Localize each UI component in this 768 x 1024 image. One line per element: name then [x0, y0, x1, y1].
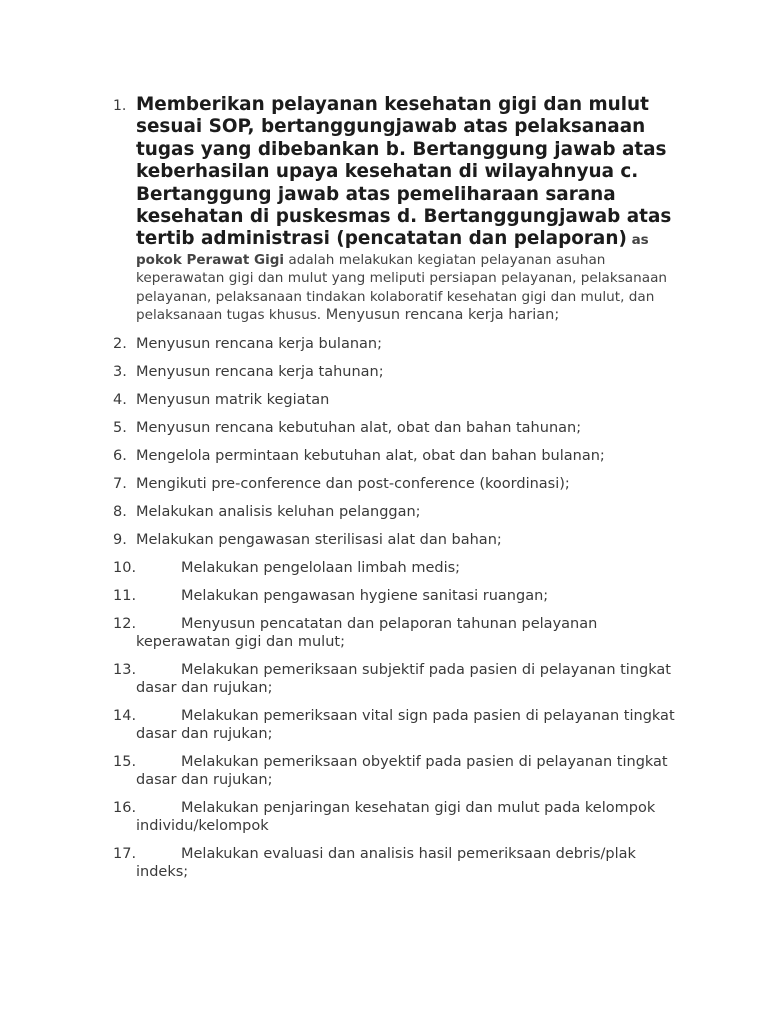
list-item: [0, 615, 768, 651]
list-number: 17.: [113, 845, 137, 862]
item-heading: Memberikan pelayanan kesehatan gigi dan mulut sesuai SOP, bertanggungjawab atas pelaksanaan tugas yang dibebankan b. Bertanggung jawab atas keberhasilan upaya kesehatan di wilayahnyua c. Bertanggung jawab atas pemeliharaan sarana kesehatan di puskesmas d. Bertanggungjawab atas tertib administrasi (pencatatan dan pelaporan): [136, 94, 672, 250]
list-number: 5.: [113, 419, 127, 436]
list-item-text: Melakukan pemeriksaan subjektif pada pasien di pelayanan tingkat dasar dan rujukan;: [136, 661, 671, 696]
list-item-text: Menyusun rencana kebutuhan alat, obat dan bahan tahunan;: [136, 419, 582, 436]
list-item: [0, 661, 768, 697]
list-item-text: Menyusun pencatatan dan pelaporan tahunan pelayanan keperawatan gigi dan mulut;: [136, 615, 598, 650]
list-item-text: Melakukan penjaringan kesehatan gigi dan mulut pada kelompok individu/kelompok: [136, 799, 656, 834]
list-item: [0, 363, 768, 381]
list-item: [0, 587, 768, 605]
list-item-text: Melakukan pengawasan sterilisasi alat dan bahan;: [136, 531, 502, 548]
list-item-text: Menyusun rencana kerja bulanan;: [136, 335, 382, 352]
list-item: [0, 391, 768, 409]
list-item: [0, 531, 768, 549]
item-subheading: as pokok Perawat Gigi: [136, 232, 649, 268]
numbered-list: [0, 94, 768, 891]
list-item-text: Menyusun matrik kegiatan: [136, 391, 330, 408]
list-item-text: Melakukan pemeriksaan vital sign pada pasien di pelayanan tingkat dasar dan rujukan;: [136, 707, 675, 742]
list-number: 2.: [113, 335, 127, 352]
list-number: 4.: [113, 391, 127, 408]
item-tail-text: Menyusun rencana kerja harian;: [321, 307, 560, 324]
list-number: 9.: [113, 531, 127, 548]
list-item: [0, 845, 768, 881]
list-number: 10.: [113, 559, 137, 576]
list-item: [0, 503, 768, 521]
list-item: [0, 419, 768, 437]
list-item: [0, 447, 768, 465]
list-item: [0, 335, 768, 353]
list-item: [0, 475, 768, 493]
list-number: 8.: [113, 503, 127, 520]
item-description: adalah melakukan kegiatan pelayanan asuhan keperawatan gigi dan mulut yang meliputi persiapan pelayanan, pelaksanaan pelayanan, pelaksanaan tindakan kolaboratif kesehatan gigi dan mulut, dan pelaksanaan tugas khusus.: [136, 251, 668, 324]
list-item: [0, 799, 768, 835]
list-item: [0, 753, 768, 789]
list-item-text: Melakukan evaluasi dan analisis hasil pemeriksaan debris/plak indeks;: [136, 845, 636, 880]
list-number: 6.: [113, 447, 127, 464]
list-number: 11.: [113, 587, 137, 604]
list-item: [0, 94, 768, 325]
list-number: 16.: [113, 799, 137, 816]
list-item-text: [136, 94, 682, 325]
list-number: 1.: [113, 98, 127, 114]
list-item: [0, 707, 768, 743]
list-item-text: Melakukan pengawasan hygiene sanitasi ruangan;: [181, 587, 549, 604]
list-number: 3.: [113, 363, 127, 380]
list-number: 12.: [113, 615, 137, 632]
list-item-text: Mengikuti pre-conference dan post-conference (koordinasi);: [136, 475, 570, 492]
list-number: 13.: [113, 661, 137, 678]
list-number: 14.: [113, 707, 137, 724]
list-item-text: Menyusun rencana kerja tahunan;: [136, 363, 384, 380]
list-item-text: Melakukan analisis keluhan pelanggan;: [136, 503, 421, 520]
list-item-text: Melakukan pemeriksaan obyektif pada pasien di pelayanan tingkat dasar dan rujukan;: [136, 753, 668, 788]
list-item: [0, 559, 768, 577]
list-number: 15.: [113, 753, 137, 770]
list-number: 7.: [113, 475, 127, 492]
list-item-text: Melakukan pengelolaan limbah medis;: [181, 559, 461, 576]
list-item-text: Mengelola permintaan kebutuhan alat, obat dan bahan bulanan;: [136, 447, 605, 464]
